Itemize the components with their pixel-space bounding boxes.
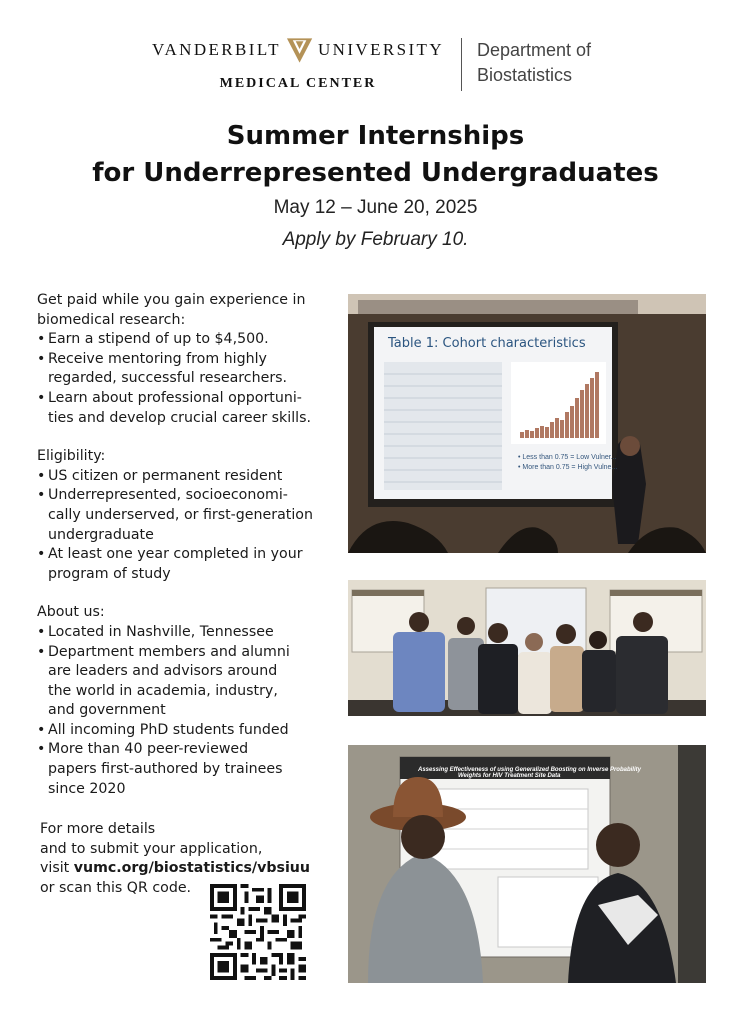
list-item-text: the world in academia, industry, — [48, 682, 278, 699]
list-item — [37, 721, 337, 741]
about-heading: About us: — [37, 604, 105, 621]
department-line2: Biostatistics — [477, 65, 573, 85]
list-item-text: cally underserved, or first-generation — [48, 506, 313, 523]
about-list — [37, 623, 337, 799]
title-line1: Summer Internships — [226, 121, 525, 151]
benefits-list — [37, 330, 337, 428]
list-item — [37, 486, 337, 545]
list-item-text: ties and develop crucial career skills. — [48, 409, 311, 426]
title-line2: for Underrepresented Undergraduates — [92, 158, 659, 188]
presentation-illustration — [348, 294, 706, 553]
list-item-text: • At least one year completed in your — [48, 546, 303, 563]
list-item-text: since 2020 — [48, 780, 126, 797]
benefits-lead-line2: biomedical research: — [37, 311, 186, 328]
institution-name-right: UNIVERSITY — [318, 40, 444, 59]
poster-illustration — [348, 745, 706, 983]
list-item-text: • Earn a stipend of up to $4,500. — [48, 331, 269, 348]
list-item-text: program of study — [48, 565, 171, 582]
list-item-text: • Learn about professional opportuni- — [48, 389, 302, 406]
list-item — [37, 740, 337, 799]
list-item-text: • Receive mentoring from highly — [48, 350, 267, 367]
list-item-text: are leaders and advisors around — [48, 663, 278, 680]
list-item-text: • Located in Nashville, Tennessee — [48, 623, 274, 640]
more-details-line4: or scan this QR code. — [40, 879, 192, 896]
list-item-text: • US citizen or permanent resident — [48, 467, 283, 484]
benefits-lead-line1: Get paid while you gain experience in — [37, 292, 306, 308]
poster-title-line2: Weights for HIV Treatment Site Data — [458, 773, 561, 779]
list-item — [37, 467, 337, 487]
vanderbilt-logo — [152, 36, 444, 92]
list-item-text: • Department members and alumni — [48, 643, 290, 660]
about-section — [37, 603, 337, 799]
eligibility-heading: Eligibility: — [37, 448, 106, 465]
slide-bullet-1: • Less than 0.75 = Low Vulner... — [518, 454, 617, 461]
more-details-line3 — [40, 859, 340, 879]
benefits-section — [37, 291, 337, 428]
qr-code-icon[interactable] — [210, 884, 306, 980]
eligibility-list — [37, 467, 337, 585]
eligibility-section — [37, 447, 337, 584]
department-line1: Department of — [477, 40, 592, 60]
list-item-text: regarded, successful researchers. — [48, 370, 288, 387]
logo-divider — [461, 38, 462, 91]
more-details-line2: and to submit your application, — [40, 840, 263, 857]
list-item — [37, 623, 337, 643]
photo-poster-discussion — [348, 745, 706, 983]
info-column — [37, 291, 337, 818]
photo-presentation — [348, 294, 706, 553]
slide-bullet-2: • More than 0.75 = High Vulne... — [518, 464, 618, 471]
list-item — [37, 643, 337, 721]
list-item — [37, 545, 337, 584]
medical-center-label: MEDICAL CENTER — [219, 76, 377, 91]
slide-title: Table 1: Cohort characteristics — [388, 336, 586, 351]
application-url-link[interactable]: vumc.org/biostatistics/vbsiuu — [73, 860, 311, 877]
list-item-text: • Underrepresented, socioeconomi- — [48, 487, 288, 504]
list-item-text: undergraduate — [48, 526, 154, 543]
program-dates: May 12 – June 20, 2025 — [273, 197, 478, 218]
visit-prefix: visit — [40, 860, 74, 877]
list-item-text: papers first-authored by trainees — [48, 761, 283, 778]
photo-group — [348, 580, 706, 716]
institution-name-left: VANDERBILT — [152, 40, 281, 59]
slide-bullets — [518, 453, 617, 473]
list-item — [37, 330, 337, 350]
group-illustration — [348, 580, 706, 716]
list-item-text: • More than 40 peer-reviewed — [48, 741, 249, 758]
vanderbilt-oak-leaf-icon — [285, 36, 314, 64]
list-item-text: • All incoming PhD students funded — [48, 721, 289, 738]
poster-title — [418, 767, 641, 779]
application-deadline: Apply by February 10. — [282, 229, 469, 250]
more-details-line1: For more details — [40, 821, 156, 837]
page-title — [0, 118, 751, 192]
list-item — [37, 389, 337, 428]
list-item-text: and government — [48, 702, 166, 719]
department-name — [477, 38, 591, 88]
poster-title-line1: Assessing Effectiveness of using Generalized Boosting on Inverse Probability — [418, 767, 641, 773]
list-item — [37, 350, 337, 389]
